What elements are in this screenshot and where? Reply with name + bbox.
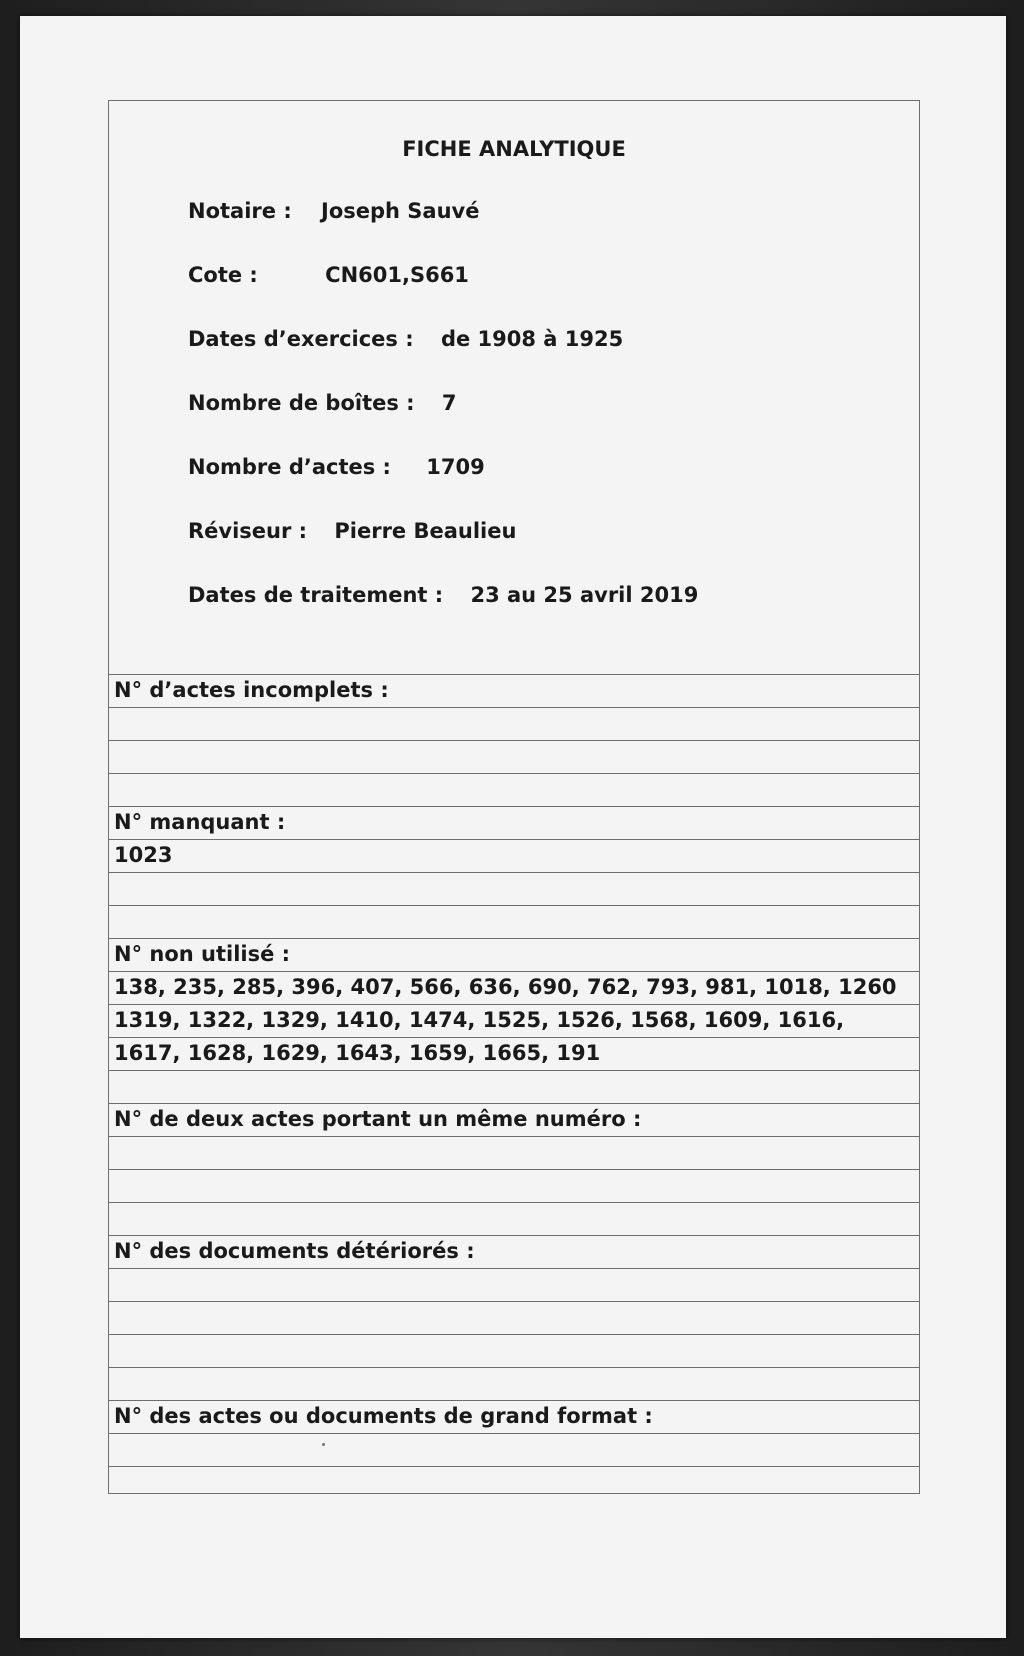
dates-traitement-value: 23 au 25 avril 2019 bbox=[470, 583, 699, 607]
cote-label: Cote : bbox=[188, 263, 258, 287]
nombre-actes-row bbox=[188, 455, 485, 479]
notaire-value: Joseph Sauvé bbox=[321, 199, 480, 223]
meme-numero-line bbox=[109, 1202, 919, 1235]
dates-traitement-row bbox=[188, 583, 698, 607]
incomplets-line bbox=[109, 740, 919, 773]
deteriores-line bbox=[109, 1334, 919, 1367]
notaire-row bbox=[188, 199, 480, 223]
incomplets-heading: N° d’actes incomplets : bbox=[109, 674, 919, 707]
dates-exercices-value: de 1908 à 1925 bbox=[440, 327, 624, 351]
deteriores-heading: N° des documents détériorés : bbox=[109, 1235, 919, 1268]
notaire-label: Notaire : bbox=[188, 199, 292, 223]
manquant-heading: N° manquant : bbox=[109, 806, 919, 839]
nombre-actes-label: Nombre d’actes : bbox=[188, 455, 391, 479]
dates-exercices-row bbox=[188, 327, 623, 351]
nombre-boites-label: Nombre de boîtes : bbox=[188, 391, 415, 415]
nombre-actes-value: 1709 bbox=[426, 455, 485, 479]
deteriores-line bbox=[109, 1301, 919, 1334]
incomplets-line bbox=[109, 773, 919, 806]
non-utilise-line bbox=[109, 1070, 919, 1103]
reviseur-label: Réviseur : bbox=[188, 519, 308, 543]
reviseur-value: Pierre Beaulieu bbox=[334, 519, 517, 543]
form-frame bbox=[108, 100, 920, 1494]
paper-speck bbox=[322, 1443, 325, 1446]
meme-numero-line bbox=[109, 1169, 919, 1202]
non-utilise-heading: N° non utilisé : bbox=[109, 938, 919, 971]
dates-traitement-label: Dates de traitement : bbox=[188, 583, 444, 607]
deteriores-line bbox=[109, 1367, 919, 1400]
manquant-line: 1023 bbox=[109, 839, 919, 872]
meme-numero-heading: N° de deux actes portant un même numéro : bbox=[109, 1103, 919, 1136]
nombre-boites-row bbox=[188, 391, 457, 415]
manquant-line bbox=[109, 905, 919, 938]
non-utilise-line: 138, 235, 285, 396, 407, 566, 636, 690, 762, 793, 981, 1018, 1260 bbox=[109, 971, 919, 1004]
grand-format-line bbox=[109, 1466, 919, 1499]
nombre-boites-value: 7 bbox=[441, 391, 457, 415]
non-utilise-line: 1617, 1628, 1629, 1643, 1659, 1665, 191 bbox=[109, 1037, 919, 1070]
meme-numero-line bbox=[109, 1136, 919, 1169]
incomplets-line bbox=[109, 707, 919, 740]
grand-format-line bbox=[109, 1433, 919, 1466]
grand-format-heading: N° des actes ou documents de grand format : bbox=[109, 1400, 919, 1433]
form-sheet bbox=[20, 16, 1006, 1638]
form-title: FICHE ANALYTIQUE bbox=[402, 137, 626, 161]
reviseur-row bbox=[188, 519, 516, 543]
dates-exercices-label: Dates d’exercices : bbox=[188, 327, 414, 351]
non-utilise-line: 1319, 1322, 1329, 1410, 1474, 1525, 1526, 1568, 1609, 1616, bbox=[109, 1004, 919, 1037]
deteriores-line bbox=[109, 1268, 919, 1301]
manquant-line bbox=[109, 872, 919, 905]
cote-row bbox=[188, 263, 469, 287]
cote-value: CN601,S661 bbox=[325, 263, 469, 287]
